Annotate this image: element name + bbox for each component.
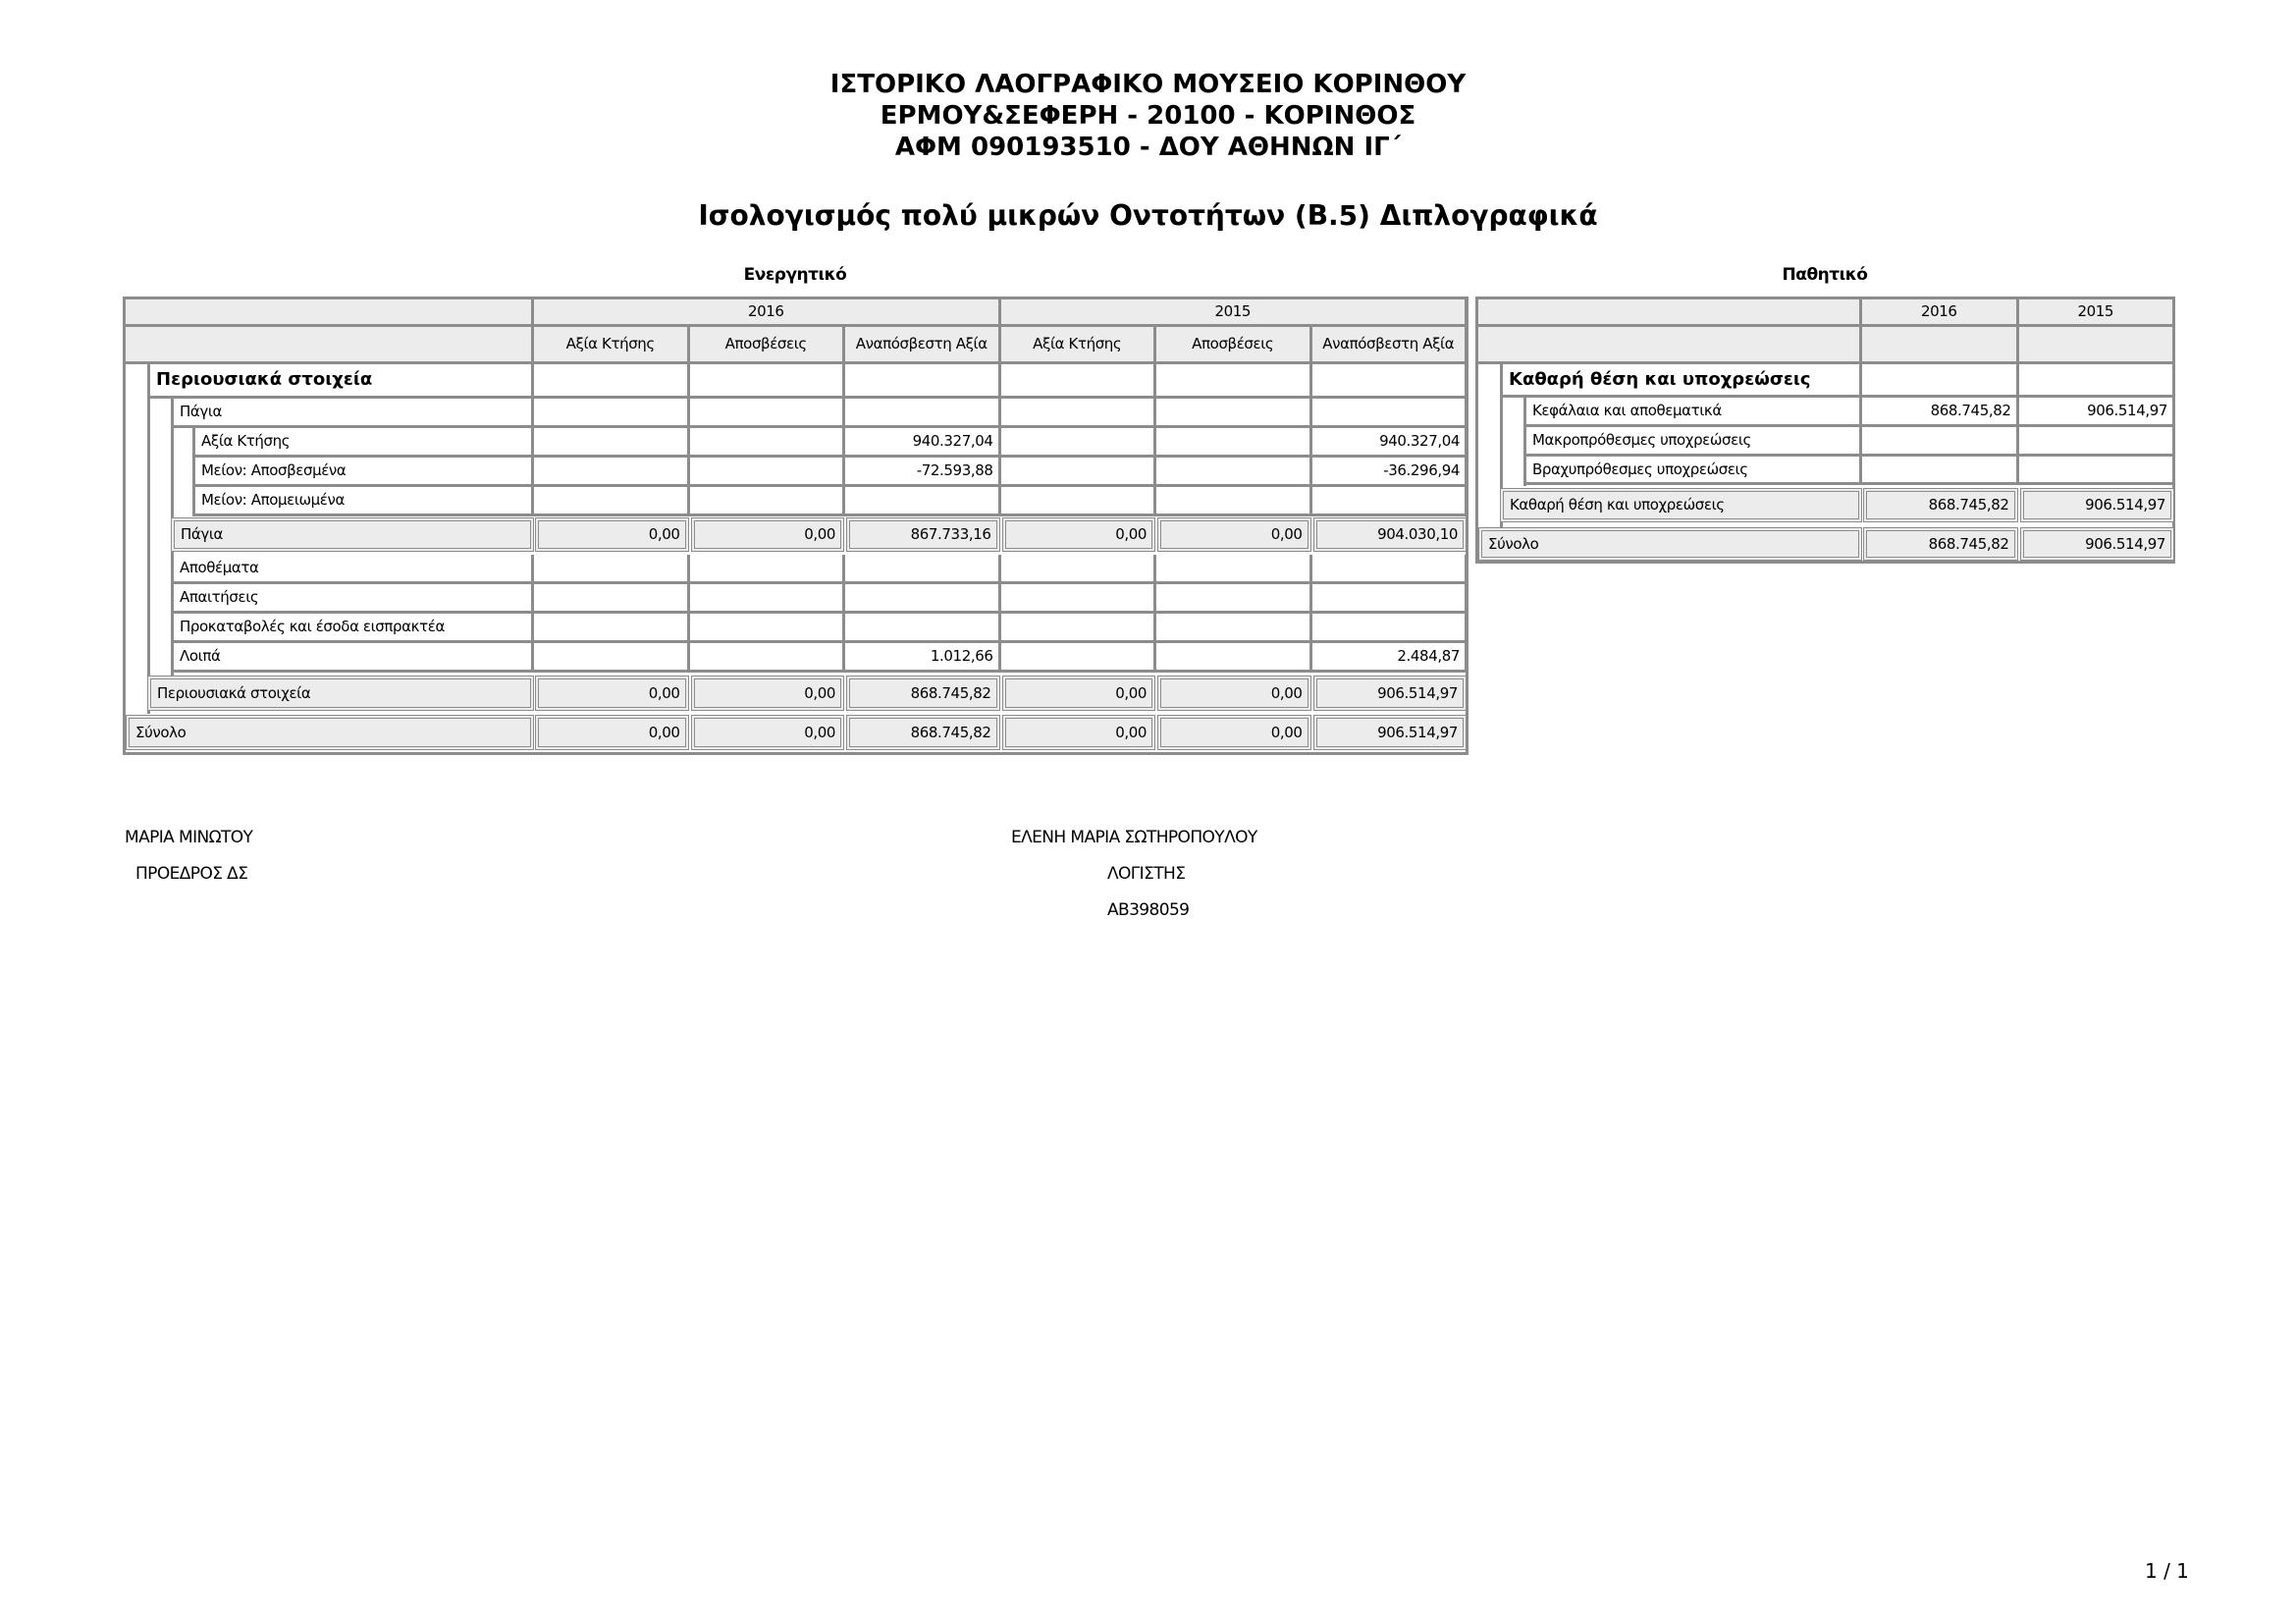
signature-right-role: ΛΟΓΙΣΤΗΣ [1107, 864, 1186, 884]
row-value [534, 428, 690, 458]
row-label: Μείον: Αποσβεσμένα [192, 458, 534, 487]
row-value: 1.012,66 [845, 643, 1001, 673]
row-label: Μείον: Απομειωμένα [192, 487, 534, 516]
row-value [1001, 364, 1157, 399]
row-value [1001, 428, 1157, 458]
row-value [1001, 643, 1157, 673]
row-value: 2.484,87 [1312, 643, 1468, 673]
row-value [1312, 584, 1468, 614]
row-value [1156, 487, 1312, 516]
org-name: ΙΣΤΟΡΙΚΟ ΛΑΟΓΡΑΦΙΚΟ ΜΟΥΣΕΙΟ ΚΟΡΙΝΘΟΥ [829, 70, 1467, 99]
row-value [845, 399, 1001, 428]
subtotal-value: 0,00 [691, 517, 845, 552]
subtotal-value: 868.745,82 [1863, 527, 2018, 561]
row-value [534, 584, 690, 614]
row-label: Βραχυπρόθεσμες υποχρεώσεις [1523, 457, 1862, 485]
column-header: Αξία Κτήσης [534, 327, 690, 364]
row-label: Κεφάλαια και αποθεματικά [1523, 398, 1862, 427]
year-header: 2015 [1001, 299, 1468, 327]
row-value: -36.296,94 [1312, 458, 1468, 487]
row-value [1862, 457, 2019, 485]
row-value [1001, 584, 1157, 614]
row-value [1156, 555, 1312, 584]
row-value [1862, 364, 2019, 398]
row-label: Προκαταβολές και έσοδα εισπρακτέα [171, 614, 534, 643]
row-value [534, 643, 690, 673]
org-address: ΕΡΜΟΥ&ΣΕΦΕΡΗ - 20100 - ΚΟΡΙΝΘΟΣ [880, 101, 1416, 131]
row-value [1156, 428, 1312, 458]
year-header: 2015 [2019, 299, 2176, 327]
row-value [1001, 614, 1157, 643]
subtotal-label: Σύνολο [1478, 527, 1862, 561]
row-value [845, 614, 1001, 643]
subtotal-value: 0,00 [535, 715, 689, 750]
subtotal-value: 906.514,97 [2020, 527, 2175, 561]
subtotal-value: 0,00 [1157, 676, 1311, 711]
row-value [534, 487, 690, 516]
row-value [690, 643, 846, 673]
row-value [690, 399, 846, 428]
year-header: 2016 [1862, 299, 2019, 327]
row-value [1001, 458, 1157, 487]
subtotal-value: 868.745,82 [1863, 488, 2018, 522]
assets-table [123, 297, 1468, 755]
header-blank [126, 299, 534, 327]
subtotal-label: Περιουσιακά στοιχεία [147, 676, 534, 711]
row-value [534, 458, 690, 487]
header-blank [1478, 327, 1862, 364]
column-header: Αναπόσβεστη Αξία [845, 327, 1001, 364]
row-value [1312, 555, 1468, 584]
subtotal-value: 0,00 [535, 676, 689, 711]
subtotal-value: 0,00 [1002, 517, 1156, 552]
column-header-blank [1862, 327, 2019, 364]
row-value [690, 614, 846, 643]
subtotal-value: 0,00 [1002, 715, 1156, 750]
row-label: Πάγια [171, 399, 534, 428]
row-value [534, 555, 690, 584]
subtotal-value: 0,00 [1002, 676, 1156, 711]
row-value [1001, 399, 1157, 428]
subtotal-value: 906.514,97 [2020, 488, 2175, 522]
row-value: 868.745,82 [1862, 398, 2019, 427]
row-value: 906.514,97 [2019, 398, 2176, 427]
subtotal-value: 906.514,97 [1313, 676, 1468, 711]
subtotal-value: 0,00 [535, 517, 689, 552]
row-value: -72.593,88 [845, 458, 1001, 487]
row-value [845, 364, 1001, 399]
row-value [690, 364, 846, 399]
page-number: 1 / 1 [2145, 1559, 2189, 1583]
row-label: Λοιπά [171, 643, 534, 673]
signature-right-name: ΕΛΕΝΗ ΜΑΡΙΑ ΣΩΤΗΡΟΠΟΥΛΟΥ [1011, 828, 1257, 847]
row-value [2019, 457, 2176, 485]
row-value [690, 487, 846, 516]
assets-section-title: Ενεργητικό [743, 265, 847, 285]
row-value [1862, 427, 2019, 457]
row-value [1312, 614, 1468, 643]
subtotal-value: 904.030,10 [1313, 517, 1468, 552]
signature-left-role: ΠΡΟΕΔΡΟΣ ΔΣ [135, 864, 248, 884]
subtotal-value: 0,00 [1157, 517, 1311, 552]
row-value [690, 458, 846, 487]
row-value [2019, 364, 2176, 398]
row-value [1156, 364, 1312, 399]
subtotal-label: Καθαρή θέση και υποχρεώσεις [1500, 488, 1862, 522]
row-value: 940.327,04 [1312, 428, 1468, 458]
row-value [1001, 487, 1157, 516]
column-header: Αξία Κτήσης [1001, 327, 1157, 364]
row-value [2019, 427, 2176, 457]
row-value [1156, 399, 1312, 428]
row-value [690, 555, 846, 584]
subtotal-value: 0,00 [691, 715, 845, 750]
header-blank [126, 327, 534, 364]
subtotal-value: 0,00 [1157, 715, 1311, 750]
row-value [1312, 364, 1468, 399]
row-value [1001, 555, 1157, 584]
signature-right-id: ΑΒ398059 [1107, 900, 1190, 920]
row-value [690, 584, 846, 614]
liabilities-section-title: Παθητικό [1782, 265, 1868, 285]
indent-rail [147, 364, 150, 714]
row-value [1312, 399, 1468, 428]
year-header: 2016 [534, 299, 1001, 327]
document-title: Ισολογισμός πολύ μικρών Οντοτήτων (Β.5) Διπλογραφικά [698, 199, 1598, 232]
liabilities-table [1475, 297, 2175, 564]
section-label: Περιουσιακά στοιχεία [147, 364, 534, 399]
row-value [534, 614, 690, 643]
subtotal-value: 868.745,82 [846, 676, 1000, 711]
org-tax-id: ΑΦΜ 090193510 - ΔΟΥ ΑΘΗΝΩΝ ΙΓ΄ [894, 133, 1402, 162]
subtotal-value: 0,00 [691, 676, 845, 711]
signature-left-name: ΜΑΡΙΑ ΜΙΝΩΤΟΥ [125, 828, 253, 847]
section-label: Καθαρή θέση και υποχρεώσεις [1500, 364, 1862, 398]
row-value [1156, 643, 1312, 673]
subtotal-value: 867.733,16 [846, 517, 1000, 552]
row-label: Αξία Κτήσης [192, 428, 534, 458]
row-value [690, 428, 846, 458]
row-value [1156, 458, 1312, 487]
header-blank [1478, 299, 1862, 327]
subtotal-label: Πάγια [171, 517, 534, 552]
row-value [534, 364, 690, 399]
row-label: Αποθέματα [171, 555, 534, 584]
row-label: Μακροπρόθεσμες υποχρεώσεις [1523, 427, 1862, 457]
subtotal-value: 906.514,97 [1313, 715, 1468, 750]
row-value [1312, 487, 1468, 516]
row-label: Απαιτήσεις [171, 584, 534, 614]
subtotal-label: Σύνολο [126, 715, 534, 750]
column-header: Αναπόσβεστη Αξία [1312, 327, 1468, 364]
row-value [534, 399, 690, 428]
row-value [1156, 614, 1312, 643]
column-header-blank [2019, 327, 2176, 364]
column-header: Αποσβέσεις [1156, 327, 1312, 364]
row-value [1156, 584, 1312, 614]
subtotal-value: 868.745,82 [846, 715, 1000, 750]
column-header: Αποσβέσεις [690, 327, 846, 364]
row-value: 940.327,04 [845, 428, 1001, 458]
row-value [845, 584, 1001, 614]
row-value [845, 487, 1001, 516]
row-value [845, 555, 1001, 584]
